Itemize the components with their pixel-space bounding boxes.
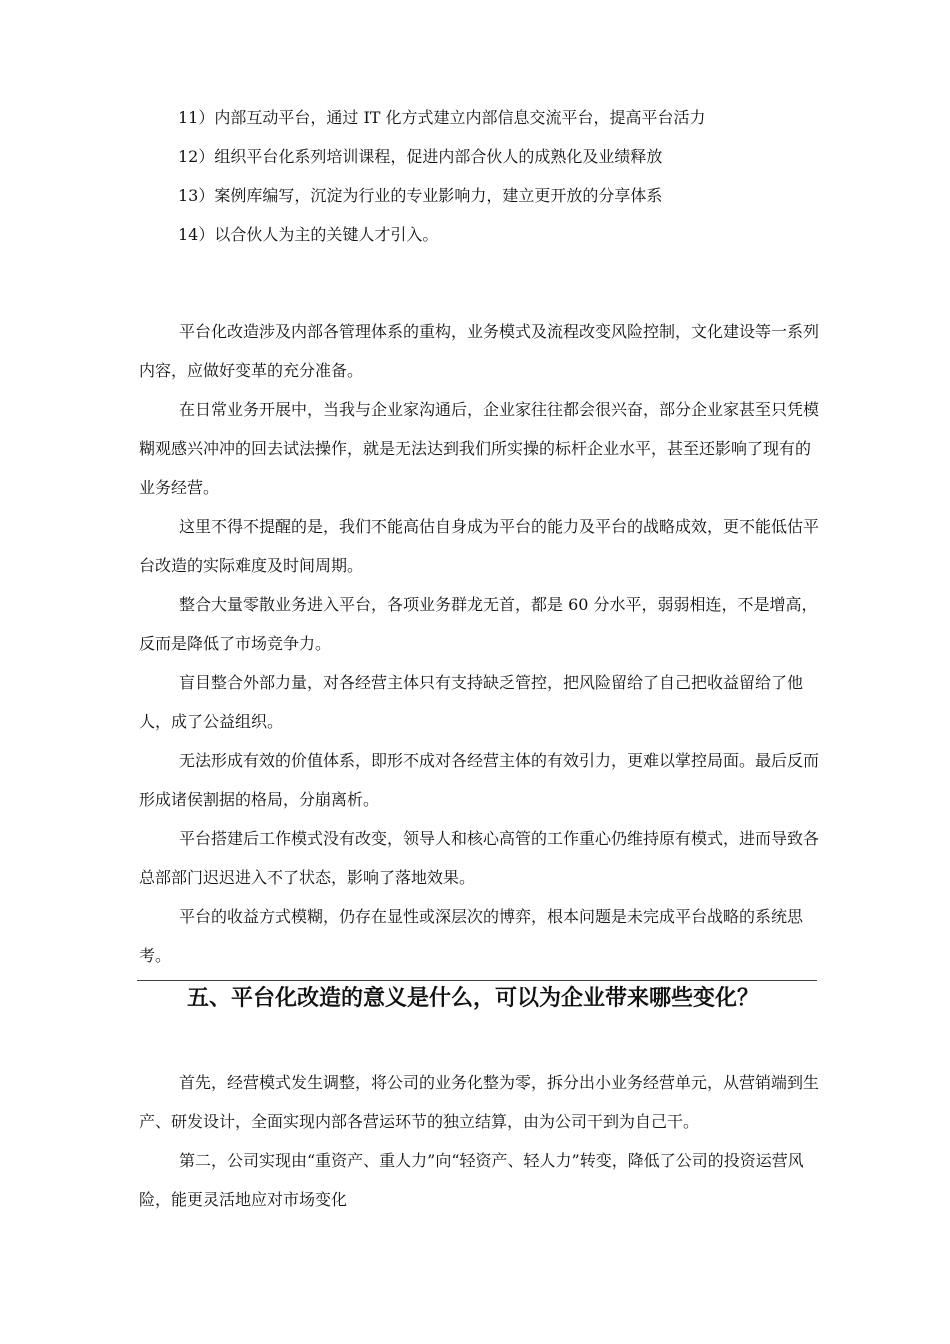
paragraph-restructuring: 平台化改造涉及内部各管理体系的重构，业务模式及流程改变风险控制，文化建设等一系列内容，应做好变革的充分准备。 <box>139 322 820 380</box>
paragraph-revenue-model: 平台的收益方式模糊，仍存在显性或深层次的博弈，根本问题是未完成平台战略的系统思考。 <box>139 907 804 965</box>
paragraph-second: 第二，公司实现由“重资产、重人力”向“轻资产、轻人力”转变，降低了公司的投资运营风险，能更灵活地应对市场变化 <box>139 1151 804 1209</box>
paragraph-first: 首先，经营模式发生调整，将公司的业务化整为零，拆分出小业务经营单元，从营销端到生产、研发设计，全面实现内部各营运环节的独立结算，由为公司干到为自己干。 <box>139 1073 820 1131</box>
paragraph-external-integration: 盲目整合外部力量，对各经营主体只有支持缺乏管控，把风险留给了自己把收益留给了他人，成了公益组织。 <box>139 673 804 731</box>
paragraph-reminder: 这里不得不提醒的是，我们不能高估自身成为平台的能力及平台的战略成效，更不能低估平台改造的实际难度及时间周期。 <box>139 517 820 575</box>
section-divider <box>137 980 817 981</box>
list-item-11: 11）内部互动平台，通过 IT 化方式建立内部信息交流平台，提高平台活力 <box>178 108 706 127</box>
paragraph-work-mode: 平台搭建后工作模式没有改变，领导人和核心高管的工作重心仍维持原有模式，进而导致各总部部门迟迟进入不了状态，影响了落地效果。 <box>139 829 820 887</box>
list-item-12: 12）组织平台化系列培训课程，促进内部合伙人的成熟化及业绩释放 <box>178 147 663 166</box>
list-item-14: 14）以合伙人为主的关键人才引入。 <box>178 225 439 244</box>
list-item-13: 13）案例库编写，沉淀为行业的专业影响力，建立更开放的分享体系 <box>178 186 663 205</box>
paragraph-daily-business: 在日常业务开展中，当我与企业家沟通后，企业家往往都会很兴奋，部分企业家甚至只凭模糊观感兴冲冲的回去试法操作，就是无法达到我们所实操的标杆企业水平，甚至还影响了现有的业务经营。 <box>139 400 820 497</box>
section-heading: 五、平台化改造的意义是什么，可以为企业带来哪些变化？ <box>187 986 760 1011</box>
paragraph-value-system: 无法形成有效的价值体系，即形不成对各经营主体的有效引力，更难以掌控局面。最后反而形成诸侯割据的格局，分崩离析。 <box>139 751 820 809</box>
paragraph-scattered-business: 整合大量零散业务进入平台，各项业务群龙无首，都是 60 分水平，弱弱相连，不是增高，反而是降低了市场竞争力。 <box>139 595 818 653</box>
